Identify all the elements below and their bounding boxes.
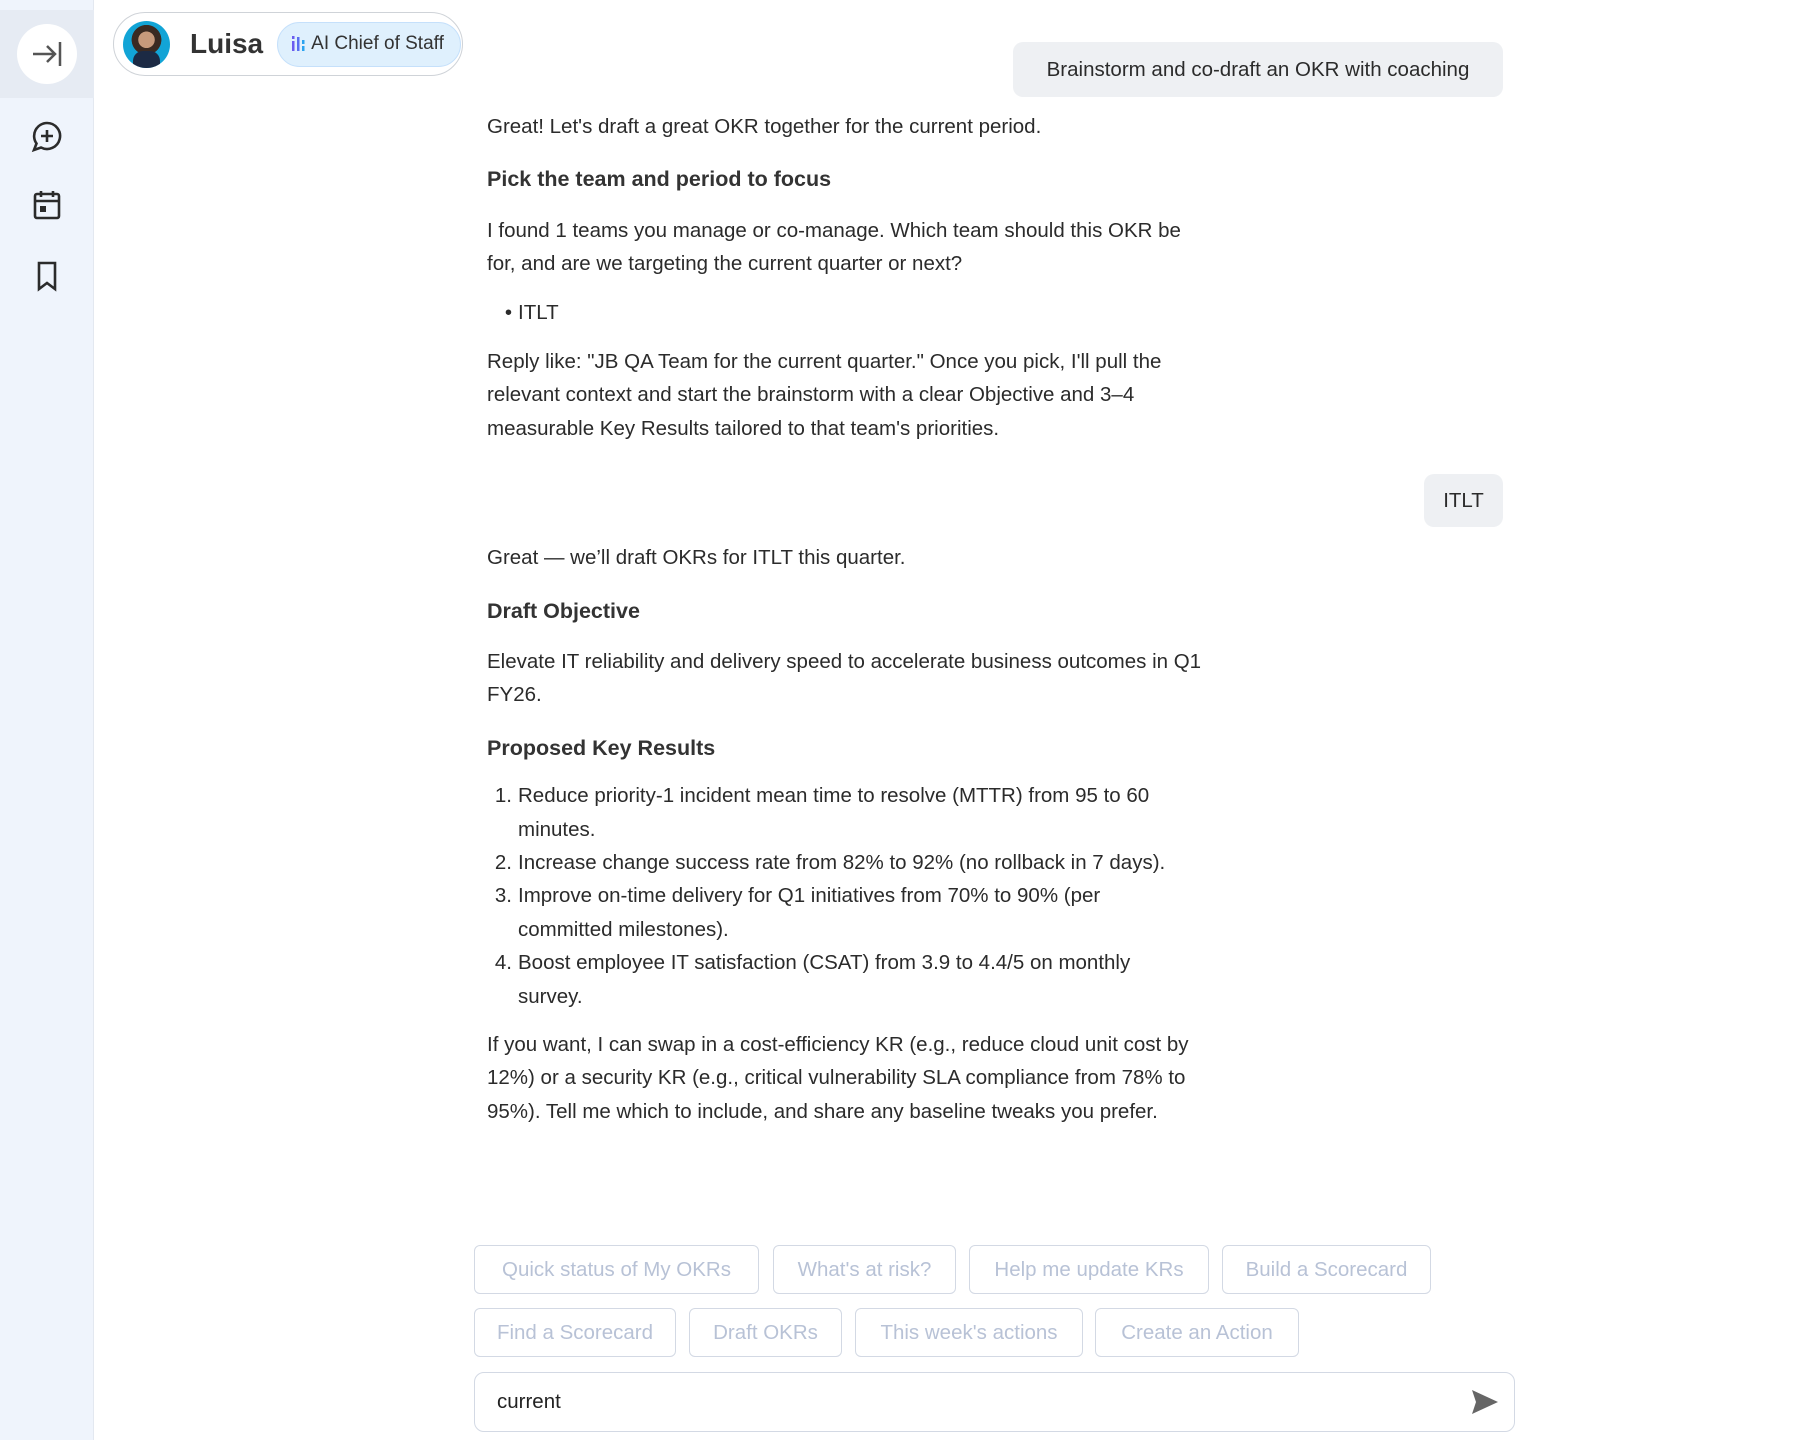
- suggestion-chip[interactable]: Help me update KRs: [969, 1245, 1209, 1294]
- bookmarks-button[interactable]: [17, 246, 77, 306]
- user-message: Brainstorm and co-draft an OKR with coaching: [1013, 42, 1503, 97]
- assistant-text: measurable Key Results tailored to that team's priorities.: [487, 417, 1000, 440]
- send-button[interactable]: [1470, 1388, 1500, 1422]
- assistant-text: 95%). Tell me which to include, and share any baseline tweaks you prefer.: [487, 1100, 1158, 1123]
- role-label: AI Chief of Staff: [311, 33, 444, 54]
- sidebar: [0, 0, 94, 1440]
- assistant-text: for, and are we targeting the current quarter or next?: [487, 252, 963, 275]
- key-result-item: 1. Reduce priority-1 incident mean time to resolve (MTTR) from 95 to 60 minutes.: [494, 784, 1150, 841]
- assistant-text: Great — we’ll draft OKRs for ITLT this quarter.: [487, 546, 906, 569]
- suggestion-chip[interactable]: Build a Scorecard: [1222, 1245, 1431, 1294]
- section-heading: Draft Objective: [487, 599, 640, 623]
- bullet-icon: •: [504, 301, 512, 324]
- ai-sparkle-icon: [291, 35, 305, 53]
- bookmark-icon: [33, 259, 61, 293]
- message-input[interactable]: [474, 1372, 1515, 1432]
- calendar-icon: [31, 188, 63, 222]
- suggestion-chip[interactable]: Quick status of My OKRs: [474, 1245, 759, 1294]
- key-result-item: 2. Increase change success rate from 82% to 92% (no rollback in 7 days).: [494, 851, 1166, 874]
- bullet-item: [487, 296, 1247, 330]
- assistant-text: Reply like: "JB QA Team for the current quarter." Once you pick, I'll pull the: [487, 350, 1162, 373]
- assistant-text: I found 1 teams you manage or co-manage. Which team should this OKR be: [487, 219, 1181, 242]
- assistant-text: relevant context and start the brainstorm with a clear Objective and 3–4: [487, 383, 1135, 406]
- assistant-name: Luisa: [190, 28, 264, 59]
- send-icon: [1470, 1388, 1500, 1416]
- section-heading: Pick the team and period to focus: [487, 167, 832, 191]
- suggestion-chip[interactable]: This week's actions: [855, 1308, 1083, 1357]
- chat-plus-icon: [30, 119, 64, 153]
- new-chat-button[interactable]: [17, 106, 77, 166]
- calendar-button[interactable]: [17, 175, 77, 235]
- message-input-value[interactable]: current: [497, 1390, 561, 1413]
- assistant-header: [113, 12, 463, 76]
- section-heading: Proposed Key Results: [487, 736, 716, 760]
- assistant-text: Great! Let's draft a great OKR together for the current period.: [487, 115, 1042, 138]
- avatar: [123, 21, 170, 68]
- suggestion-chip[interactable]: What's at risk?: [773, 1245, 956, 1294]
- assistant-text: If you want, I can swap in a cost-efficiency KR (e.g., reduce cloud unit cost by: [487, 1033, 1189, 1056]
- objective-text: Elevate IT reliability and delivery speed to accelerate business outcomes in Q1: [487, 650, 1202, 673]
- objective-text: FY26.: [487, 683, 542, 706]
- suggestion-chip[interactable]: Create an Action: [1095, 1308, 1299, 1357]
- collapse-sidebar-button[interactable]: [17, 24, 77, 84]
- suggestion-chip[interactable]: Draft OKRs: [689, 1308, 842, 1357]
- key-result-item: 4. Boost employee IT satisfaction (CSAT) from 3.9 to 4.4/5 on monthly survey.: [494, 951, 1131, 1008]
- suggestion-chip[interactable]: Find a Scorecard: [474, 1308, 676, 1357]
- arrow-to-right-icon: [30, 37, 64, 71]
- assistant-text: 12%) or a security KR (e.g., critical vulnerability SLA compliance from 78% to: [487, 1066, 1186, 1089]
- user-message: ITLT: [1424, 474, 1503, 527]
- key-result-item: 3. Improve on-time delivery for Q1 initiatives from 70% to 90% (per committed milestones).: [494, 884, 1101, 941]
- bullet-text: ITLT: [518, 301, 559, 324]
- role-badge: [277, 22, 461, 67]
